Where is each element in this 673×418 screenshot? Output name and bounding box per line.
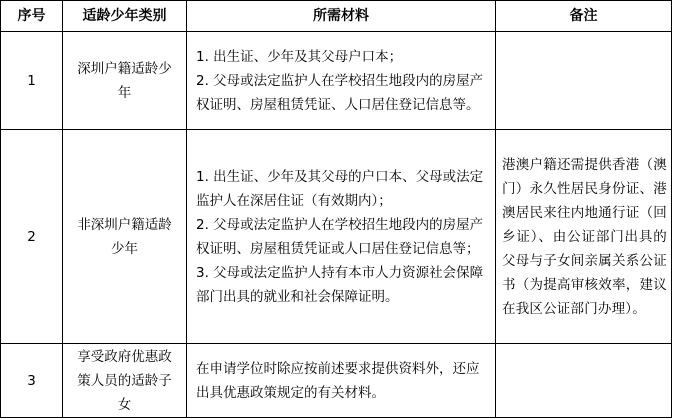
category-text: 非深圳户籍适龄少年 <box>77 216 172 257</box>
material-item: 1. 出生证、少年及其父母的户口本、父母或法定监护人在深居住证（有效期内）； <box>196 168 484 209</box>
table-row <box>1 130 672 344</box>
row-notes <box>496 344 672 418</box>
row-materials <box>187 344 496 418</box>
notes-text: 港澳户籍还需提供香港（澳门）永久性居民身份证、港澳居民来往内地通行证（回乡证）、由公证部门出具的父母与子女间亲属关系公证书（为提高审核效率，建议在我区公证部门办理）。 <box>502 156 667 317</box>
row-seq: 1 <box>1 32 63 130</box>
row-category <box>63 32 187 130</box>
material-item: 3. 父母或法定监护人持有本市人力资源社会保障部门出具的就业和社会保障证明。 <box>196 264 484 305</box>
material-item: 2. 父母或法定监护人在学校招生地段内的房屋产权证明、房屋租赁凭证、人口居住登记信息等。 <box>196 72 484 113</box>
header-row <box>1 1 672 32</box>
row-notes <box>496 130 672 344</box>
row-seq: 2 <box>1 130 63 344</box>
category-text: 享受政府优惠政策人员的适龄子女 <box>77 348 172 413</box>
material-item: 2. 父母或法定监护人在学校招生地段内的房屋产权证明、房屋租赁凭证或人口居住登记信息等； <box>196 216 484 257</box>
material-item: 在申请学位时除应按前述要求提供资料外，还应出具优惠政策规定的有关材料。 <box>196 360 480 401</box>
table-row <box>1 344 672 418</box>
header-category: 适龄少年类别 <box>63 1 187 32</box>
header-materials: 所需材料 <box>187 1 496 32</box>
category-text: 深圳户籍适龄少年 <box>77 60 172 101</box>
table-row <box>1 32 672 130</box>
header-seq: 序号 <box>1 1 63 32</box>
row-notes <box>496 32 672 130</box>
row-materials <box>187 32 496 130</box>
material-item: 1. 出生证、少年及其父母户口本； <box>196 48 403 65</box>
row-seq: 3 <box>1 344 63 418</box>
row-category <box>63 344 187 418</box>
row-category <box>63 130 187 344</box>
row-materials <box>187 130 496 344</box>
header-notes: 备注 <box>496 1 672 32</box>
